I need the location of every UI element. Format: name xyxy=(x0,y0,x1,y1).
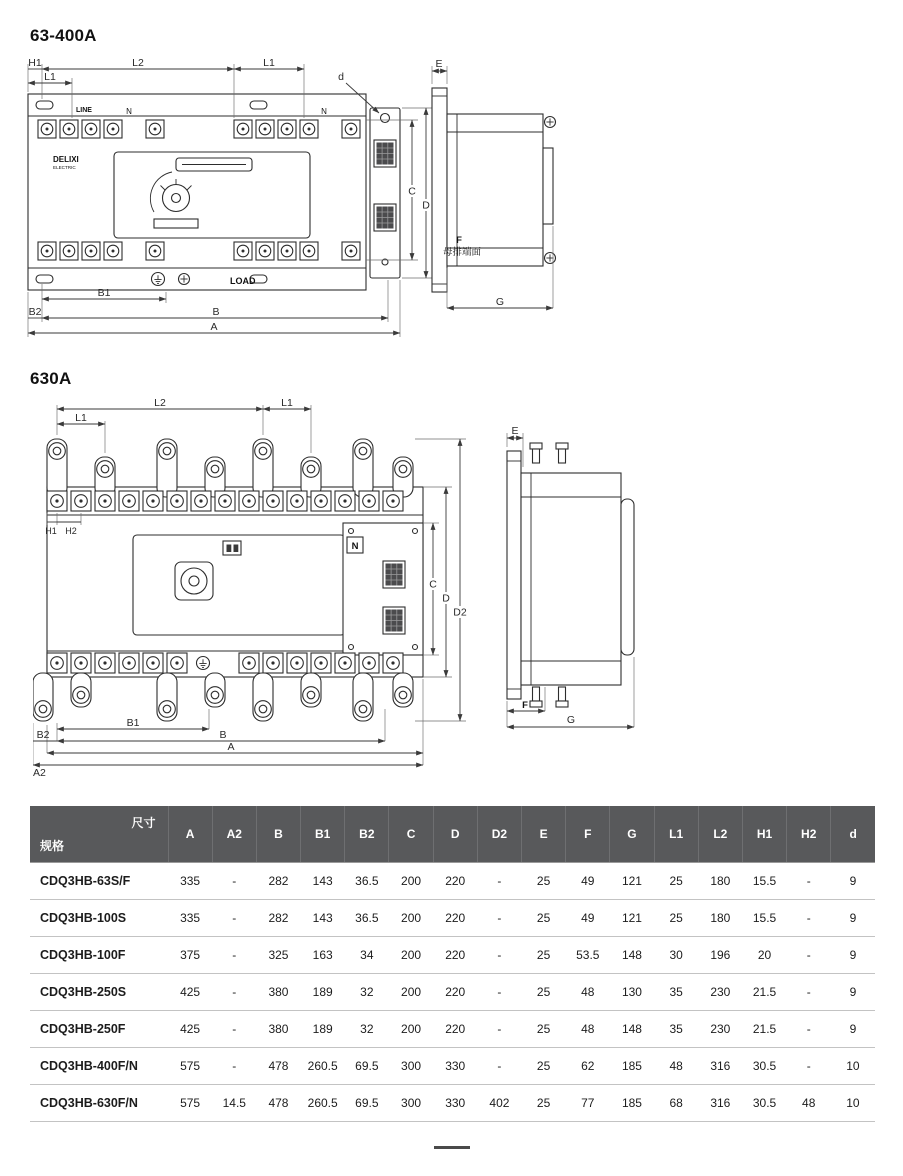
value-cell: 200 xyxy=(389,899,433,936)
value-cell: 77 xyxy=(566,1084,610,1121)
model-cell: CDQ3HB-250S xyxy=(30,973,168,1010)
value-cell: 32 xyxy=(345,1010,389,1047)
model-cell: CDQ3HB-250F xyxy=(30,1010,168,1047)
value-cell: 260.5 xyxy=(301,1047,345,1084)
model-cell: CDQ3HB-100S xyxy=(30,899,168,936)
column-header-f: F xyxy=(566,806,610,862)
connector-block xyxy=(374,140,396,167)
column-header-h2: H2 xyxy=(787,806,831,862)
value-cell: - xyxy=(212,973,256,1010)
value-cell: 25 xyxy=(522,899,566,936)
n-label-right: N xyxy=(321,107,327,116)
section-title-630a: 630A xyxy=(30,369,72,388)
dim-label-a: A xyxy=(227,741,235,753)
value-cell: 121 xyxy=(610,862,654,899)
value-cell: 130 xyxy=(610,973,654,1010)
value-cell: 34 xyxy=(345,936,389,973)
footer-mark xyxy=(434,1146,470,1149)
value-cell: 21.5 xyxy=(742,973,786,1010)
dim-label-l1a: L1 xyxy=(44,71,56,83)
busbar-face-note: 母排端面 xyxy=(443,247,482,258)
value-cell: 220 xyxy=(433,862,477,899)
dim-label-b1: B1 xyxy=(97,287,111,299)
connector-block xyxy=(374,204,396,231)
value-cell: - xyxy=(477,936,521,973)
dim-label-e: E xyxy=(435,58,443,70)
value-cell: - xyxy=(477,899,521,936)
value-cell: 9 xyxy=(831,973,875,1010)
value-cell: 30 xyxy=(654,936,698,973)
table-row xyxy=(30,862,875,899)
value-cell: 380 xyxy=(256,1010,300,1047)
dim-label-b: B xyxy=(219,729,227,741)
connector-block xyxy=(383,561,405,588)
corner-label-size: 尺寸 xyxy=(131,816,156,830)
dim-label-d2: D2 xyxy=(453,606,467,619)
value-cell: 375 xyxy=(168,936,212,973)
bolt-symbol xyxy=(556,687,568,707)
table-body xyxy=(30,862,875,1121)
value-cell: 230 xyxy=(698,1010,742,1047)
value-cell: 49 xyxy=(566,862,610,899)
value-cell: - xyxy=(787,862,831,899)
screw-symbol xyxy=(545,253,556,264)
drawing-63-400a xyxy=(0,52,903,353)
value-cell: 335 xyxy=(168,899,212,936)
value-cell: 35 xyxy=(654,973,698,1010)
side-view-630a xyxy=(507,425,634,727)
value-cell: 121 xyxy=(610,899,654,936)
value-cell: 21.5 xyxy=(742,1010,786,1047)
value-cell: 189 xyxy=(301,973,345,1010)
table-row xyxy=(30,1084,875,1121)
value-cell: 68 xyxy=(654,1084,698,1121)
value-cell: 48 xyxy=(566,973,610,1010)
value-cell: 20 xyxy=(742,936,786,973)
value-cell: 200 xyxy=(389,973,433,1010)
value-cell: 25 xyxy=(522,1084,566,1121)
value-cell: 62 xyxy=(566,1047,610,1084)
value-cell: 282 xyxy=(256,899,300,936)
earth-symbol xyxy=(152,273,165,286)
value-cell: 48 xyxy=(566,1010,610,1047)
value-cell: 330 xyxy=(433,1047,477,1084)
value-cell: 25 xyxy=(522,936,566,973)
bolt-symbol xyxy=(530,443,542,463)
dim-label-e: E xyxy=(511,425,519,437)
n-label-left: N xyxy=(126,107,132,116)
value-cell: 143 xyxy=(301,899,345,936)
value-cell: 478 xyxy=(256,1084,300,1121)
dim-label-f: F xyxy=(522,700,528,711)
dim-label-d: D xyxy=(442,592,450,605)
value-cell: 25 xyxy=(654,899,698,936)
value-cell: - xyxy=(212,1010,256,1047)
table-row xyxy=(30,899,875,936)
table-row xyxy=(30,1010,875,1047)
dimensions-table xyxy=(30,806,875,1122)
column-header-b: B xyxy=(256,806,300,862)
value-cell: 9 xyxy=(831,899,875,936)
value-cell: - xyxy=(477,973,521,1010)
value-cell: 148 xyxy=(610,936,654,973)
value-cell: 230 xyxy=(698,973,742,1010)
screw-symbol xyxy=(545,117,556,128)
value-cell: 15.5 xyxy=(742,862,786,899)
value-cell: 402 xyxy=(477,1084,521,1121)
value-cell: 330 xyxy=(433,1084,477,1121)
dim-label-g: G xyxy=(495,296,505,308)
value-cell: 300 xyxy=(389,1084,433,1121)
value-cell: 25 xyxy=(522,1010,566,1047)
value-cell: 300 xyxy=(389,1047,433,1084)
value-cell: 48 xyxy=(654,1047,698,1084)
column-header-d2: D2 xyxy=(477,806,521,862)
value-cell: 9 xyxy=(831,1010,875,1047)
drawing-630a xyxy=(0,393,903,784)
brand-subname: ELECTRIC xyxy=(53,165,76,170)
value-cell: - xyxy=(477,862,521,899)
value-cell: 189 xyxy=(301,1010,345,1047)
value-cell: 25 xyxy=(522,862,566,899)
dim-label-a: A xyxy=(210,321,218,333)
column-header-c: C xyxy=(389,806,433,862)
value-cell: 200 xyxy=(389,936,433,973)
value-cell: - xyxy=(212,899,256,936)
model-cell: CDQ3HB-630F/N xyxy=(30,1084,168,1121)
dim-label-b2: B2 xyxy=(36,729,50,741)
table-row xyxy=(30,936,875,973)
value-cell: 282 xyxy=(256,862,300,899)
value-cell: 316 xyxy=(698,1047,742,1084)
value-cell: 9 xyxy=(831,862,875,899)
value-cell: 53.5 xyxy=(566,936,610,973)
value-cell: 200 xyxy=(389,1010,433,1047)
side-view-63-400a xyxy=(432,58,556,308)
value-cell: 25 xyxy=(522,973,566,1010)
value-cell: 425 xyxy=(168,973,212,1010)
diagram-63-400a xyxy=(26,56,578,348)
line-label: LINE xyxy=(76,107,92,114)
value-cell: 575 xyxy=(168,1084,212,1121)
earth-symbol xyxy=(197,657,210,670)
column-header-d: D xyxy=(433,806,477,862)
dim-label-l2: L2 xyxy=(132,57,144,69)
section-title-63-400a: 63-400A xyxy=(30,26,97,45)
table-row xyxy=(30,973,875,1010)
dim-label-a2: A2 xyxy=(33,767,46,779)
dim-label-l1a: L1 xyxy=(75,412,87,424)
dim-label-b2: B2 xyxy=(28,306,42,318)
bolt-symbol xyxy=(530,687,542,707)
dim-label-b: B xyxy=(212,306,220,318)
dim-label-h1: H1 xyxy=(28,57,42,69)
value-cell: 260.5 xyxy=(301,1084,345,1121)
value-cell: 425 xyxy=(168,1010,212,1047)
column-header-e: E xyxy=(522,806,566,862)
column-header-b1: B1 xyxy=(301,806,345,862)
value-cell: 15.5 xyxy=(742,899,786,936)
column-header-l1: L1 xyxy=(654,806,698,862)
value-cell: 36.5 xyxy=(345,899,389,936)
connector-block xyxy=(383,607,405,634)
value-cell: 200 xyxy=(389,862,433,899)
value-cell: - xyxy=(787,899,831,936)
value-cell: 10 xyxy=(831,1047,875,1084)
front-view-63-400a xyxy=(28,94,400,290)
table-row xyxy=(30,1047,875,1084)
value-cell: 163 xyxy=(301,936,345,973)
dimensions-table-section xyxy=(30,806,875,1122)
value-cell: - xyxy=(477,1047,521,1084)
dim-label-c: C xyxy=(429,578,437,591)
value-cell: 185 xyxy=(610,1047,654,1084)
value-cell: - xyxy=(212,936,256,973)
value-cell: 185 xyxy=(610,1084,654,1121)
value-cell: 25 xyxy=(654,862,698,899)
value-cell: 220 xyxy=(433,1010,477,1047)
corner-label-spec: 规格 xyxy=(40,838,65,853)
dim-label-c: C xyxy=(408,185,416,198)
column-header-d: d xyxy=(831,806,875,862)
value-cell: 220 xyxy=(433,936,477,973)
n-box-label: N xyxy=(351,541,359,552)
load-label: LOAD xyxy=(230,276,256,286)
bolt-symbol xyxy=(556,443,568,463)
value-cell: 478 xyxy=(256,1047,300,1084)
column-header-a2: A2 xyxy=(212,806,256,862)
column-header-g: G xyxy=(610,806,654,862)
value-cell: 180 xyxy=(698,862,742,899)
dim-label-l1b: L1 xyxy=(281,397,293,409)
value-cell: 325 xyxy=(256,936,300,973)
corner-header xyxy=(30,806,168,862)
column-header-a: A xyxy=(168,806,212,862)
value-cell: 316 xyxy=(698,1084,742,1121)
value-cell: - xyxy=(787,973,831,1010)
model-cell: CDQ3HB-400F/N xyxy=(30,1047,168,1084)
value-cell: 30.5 xyxy=(742,1047,786,1084)
value-cell: 196 xyxy=(698,936,742,973)
model-cell: CDQ3HB-100F xyxy=(30,936,168,973)
value-cell: 69.5 xyxy=(345,1084,389,1121)
value-cell: 148 xyxy=(610,1010,654,1047)
value-cell: - xyxy=(212,862,256,899)
column-header-h1: H1 xyxy=(742,806,786,862)
dim-label-d-hole: d xyxy=(338,71,344,83)
model-cell: CDQ3HB-63S/F xyxy=(30,862,168,899)
dim-label-d: D xyxy=(422,199,430,212)
column-header-l2: L2 xyxy=(698,806,742,862)
value-cell: 32 xyxy=(345,973,389,1010)
value-cell: - xyxy=(787,1047,831,1084)
value-cell: 220 xyxy=(433,973,477,1010)
dim-label-b1: B1 xyxy=(126,717,140,729)
table-header-row xyxy=(30,806,875,862)
value-cell: - xyxy=(212,1047,256,1084)
column-header-b2: B2 xyxy=(345,806,389,862)
value-cell: - xyxy=(787,1010,831,1047)
dim-label-h2: H2 xyxy=(65,526,77,536)
value-cell: 30.5 xyxy=(742,1084,786,1121)
dim-label-h1: H1 xyxy=(45,526,57,536)
value-cell: 10 xyxy=(831,1084,875,1121)
value-cell: 9 xyxy=(831,936,875,973)
dim-label-g: G xyxy=(566,714,576,726)
dim-label-l1b: L1 xyxy=(263,57,275,69)
brand-name: DELIXI xyxy=(53,155,79,164)
value-cell: 35 xyxy=(654,1010,698,1047)
value-cell: 380 xyxy=(256,973,300,1010)
value-cell: 48 xyxy=(787,1084,831,1121)
value-cell: 25 xyxy=(522,1047,566,1084)
value-cell: 180 xyxy=(698,899,742,936)
value-cell: - xyxy=(787,936,831,973)
value-cell: 143 xyxy=(301,862,345,899)
diagram-630a xyxy=(33,395,648,779)
value-cell: 69.5 xyxy=(345,1047,389,1084)
value-cell: 220 xyxy=(433,899,477,936)
value-cell: 575 xyxy=(168,1047,212,1084)
value-cell: - xyxy=(477,1010,521,1047)
dim-label-f: F xyxy=(456,235,462,246)
value-cell: 335 xyxy=(168,862,212,899)
value-cell: 36.5 xyxy=(345,862,389,899)
front-view-630a xyxy=(33,439,423,721)
dim-label-l2: L2 xyxy=(154,397,166,409)
value-cell: 14.5 xyxy=(212,1084,256,1121)
screw-symbol xyxy=(179,274,190,285)
value-cell: 49 xyxy=(566,899,610,936)
